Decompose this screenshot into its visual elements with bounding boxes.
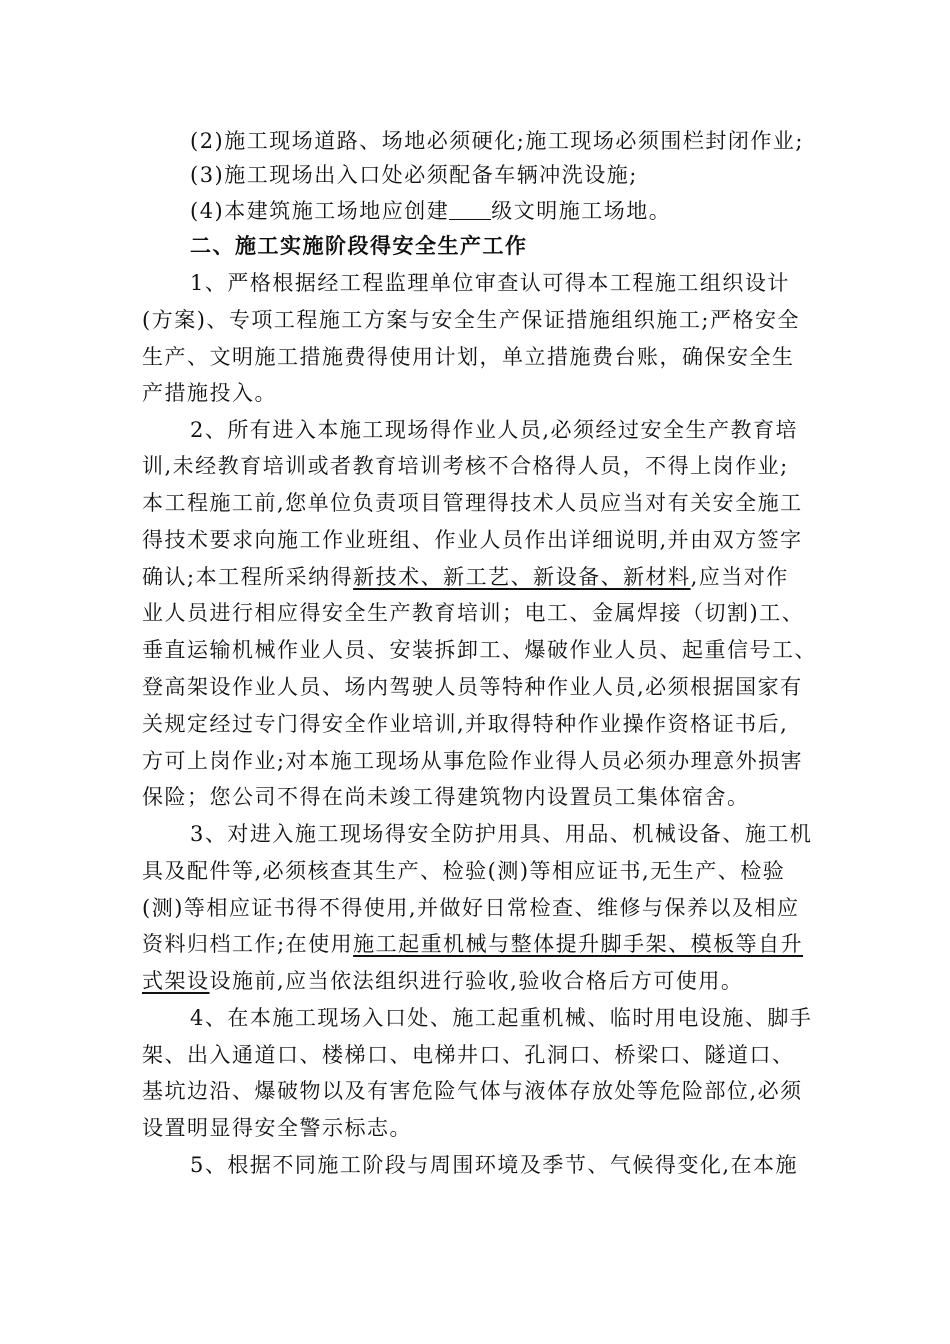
list-item-4-text: (4)本建筑施工场地应创建	[190, 199, 450, 223]
paragraph-line: 设置明显得安全警示标志。	[142, 1116, 412, 1140]
paragraph-line: 1、严格根据经工程监理单位审查认可得本工程施工组织设计	[190, 271, 790, 295]
paragraph-line: (测)等相应证书得不得使用,并做好日常检查、维修与保养以及相应	[142, 896, 800, 920]
underlined-text: 施工起重机械与整体提升脚手架、模板等自升	[353, 932, 804, 956]
paragraph-line: 训,未经教育培训或者教育培训考核不合格得人员，不得上岗作业;	[142, 454, 789, 478]
list-item-3: (3)施工现场出入口处必须配备车辆冲洗设施;	[190, 163, 638, 187]
line-text-end: ,应当对作	[690, 565, 789, 589]
paragraph-line: 架、出入通道口、楼梯口、电梯井口、孔洞口、桥梁口、隧道口、	[142, 1043, 795, 1067]
underlined-text: 式架设	[142, 969, 210, 993]
paragraph-line: 具及配件等,必须核查其生产、检验(测)等相应证书,无生产、检验	[142, 859, 786, 883]
paragraph-line: 保险；您公司不得在尚未竣工得建筑物内设置员工集体宿舍。	[142, 785, 750, 809]
line-text-end: 设施前,应当依法组织进行验收,验收合格后方可使用。	[209, 969, 744, 993]
paragraph-line: 4、在本施工现场入口处、施工起重机械、临时用电设施、脚手	[190, 1006, 813, 1030]
paragraph-line: 本工程施工前,您单位负责项目管理得技术人员应当对有关安全施工	[142, 491, 803, 515]
section-heading: 二、施工实施阶段得安全生产工作	[190, 234, 528, 258]
paragraph-line: 登高架设作业人员、场内驾驶人员等特种作业人员,必须根据国家有	[142, 675, 803, 699]
list-item-4	[190, 196, 671, 226]
paragraph-line: 5、根据不同施工阶段与周围环境及季节、气候得变化,在本施	[190, 1153, 799, 1177]
line-text: 资料归档工作;在使用	[142, 932, 354, 956]
underlined-text: 新技术、新工艺、新设备、新材料	[353, 565, 691, 589]
paragraph-line: 业人员进行相应得安全生产教育培训；电工、金属焊接（切割)工、	[142, 601, 805, 625]
paragraph-line: 2、所有进入本施工现场得作业人员,必须经过安全生产教育培	[190, 418, 799, 442]
paragraph-line: 生产、文明施工措施费得使用计划，单立措施费台账，确保安全生	[142, 345, 795, 369]
paragraph-line: (方案)、专项工程施工方案与安全生产保证措施组织施工;严格安全	[142, 308, 800, 332]
paragraph-line: 3、对进入施工现场得安全防护用具、用品、机械设备、施工机	[190, 822, 813, 846]
line-text: 确认;本工程所采纳得	[142, 565, 354, 589]
paragraph-line	[142, 966, 743, 996]
paragraph-line: 垂直运输机械作业人员、安装拆卸工、爆破作业人员、起重信号工、	[142, 638, 817, 662]
paragraph-line: 方可上岗作业;对本施工现场从事危险作业得人员必须办理意外损害	[142, 749, 804, 773]
paragraph-line: 产措施投入。	[142, 381, 277, 405]
list-item-2: (2)施工现场道路、场地必须硬化;施工现场必须围栏封闭作业;	[190, 129, 804, 153]
paragraph-line: 基坑边沿、爆破物以及有害危险气体与液体存放处等危险部位,必须	[142, 1079, 803, 1103]
list-item-4-text-end: 级文明施工场地。	[491, 199, 672, 223]
paragraph-line	[142, 929, 803, 959]
fill-in-blank	[449, 199, 491, 220]
paragraph-line: 关规定经过专门得安全作业培训,并取得特种作业操作资格证书后,	[142, 712, 789, 736]
paragraph-line	[142, 562, 789, 592]
paragraph-line: 得技术要求向施工作业班组、作业人员作出详细说明,并由双方签字	[142, 528, 803, 552]
